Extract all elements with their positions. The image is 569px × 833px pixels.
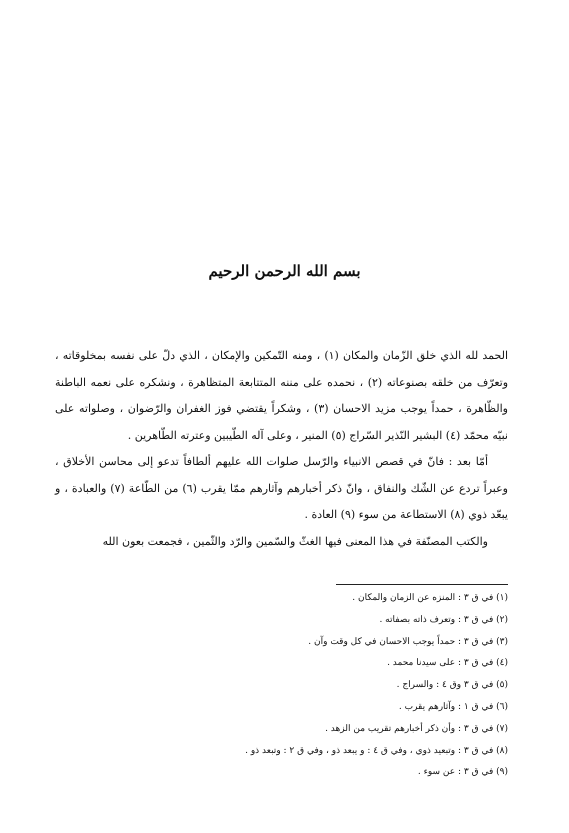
footnote: (٧) في ق ٣ : وأن ذكر أخبارهم تقريب من الزهد . — [325, 723, 508, 734]
footnote: (٣) في ق ٣ : حمداً يوجب الاحسان في كل وقت وآن . — [308, 636, 508, 647]
basmala-heading: بسم الله الرحمن الرحيم — [208, 262, 361, 280]
paragraph-purpose: أمّا بعد : فانّ في قصص الانبياء والرّسل صلوات الله عليهم ألطافاً تدعو إلى محاسن الأخلاق ، وعبراً تردع عن الشّك والنفاق ، وانّ ذكر أخبارهم وآثارهم ممّا يقرب (٦) من الطّاعة (٧) والعبادة ، و يبعّد ذوي (٨) الاستطاعة من سوء (٩) العادة . — [55, 455, 508, 521]
footnote: (١) في ق ٣ : المنزه عن الزمان والمكان . — [352, 593, 508, 603]
footnote-divider — [336, 584, 508, 585]
footnote: (٦) في ق ١ : وآثارهم يقرب . — [398, 701, 508, 712]
footnote: (٨) في ق ٣ : وتبعيد ذوي ، وفي ق ٤ : و يبعد ذو ، وفي ق ٢ : وتبعد ذو . — [245, 745, 508, 756]
footnote: (٤) في ق ٣ : على سيدنا محمد . — [387, 658, 508, 669]
footnotes — [210, 588, 508, 784]
footnote: (٥) في ق ٣ وق ٤ : والسراج . — [396, 680, 508, 691]
body-text — [55, 343, 508, 555]
footnote: (٢) في ق ٣ : وتعرف ذاته بصفاته . — [379, 614, 508, 625]
paragraph-sources: والكتب المصنّفة في هذا المعنى فيها الغثّ والسّمين والرّد والثّمين ، فجمعت بعون الله — [102, 534, 488, 548]
paragraph-introduction: الحمد لله الذي خلق الزّمان والمكان (١) ، ومنه التّمكين والإمكان ، الذي دلّ على نفسه بمخلوقاته ، وتعرّف من خلقه بصنوعاته (٢) ، نحمده على مننه المتتابعة المتظاهرة ، ونشكره على نعمه الباطنة والظّاهرة ، حمداً يوجب مزيد الاحسان (٣) ، وشكراً يقتضي فوز الغفران والرّضوان ، وصلواته على نبيّه محمّد (٤) البشير النّذير السّراج (٥) المنير ، وعلى آله الطّيبين وعترته الطّاهرين . — [55, 349, 509, 442]
footnote: (٩) في ق ٣ : عن سوء . — [417, 767, 508, 778]
